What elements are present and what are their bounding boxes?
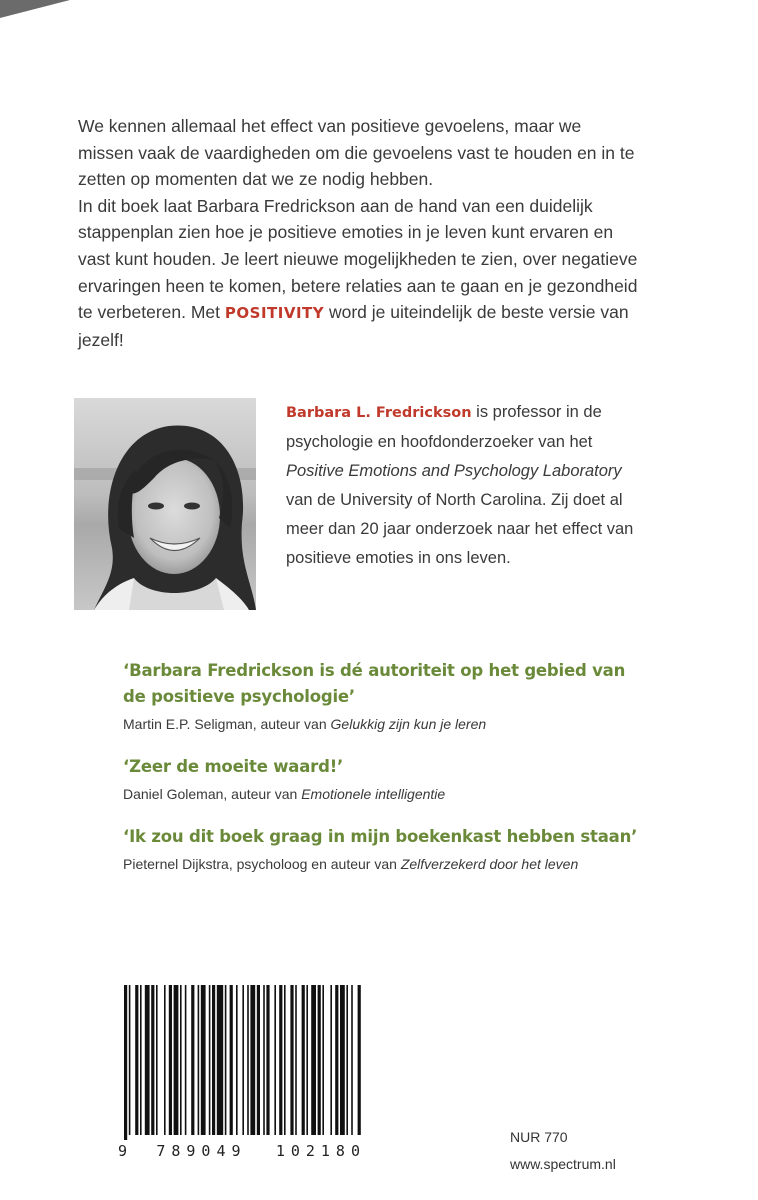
barcode-bar [191,985,194,1135]
review-quotes [123,658,643,874]
review-book-title: Emotionele intelligentie [301,786,446,802]
isbn-number [118,1142,366,1160]
barcode-bar [151,985,154,1135]
barcode-bar [351,985,353,1135]
barcode-bar [335,985,338,1135]
isbn-left-digits: 789049 [156,1142,247,1160]
review-book-title: Zelfverzekerd door het leven [400,856,579,872]
barcode-bar [156,985,158,1135]
barcode-bar [135,985,138,1135]
barcode-bar [180,985,182,1135]
barcode-bar [236,985,238,1135]
barcode-bar [306,985,308,1135]
barcode-bar [302,985,305,1135]
barcode-bar [346,985,348,1135]
barcode-bar [311,985,316,1135]
barcode-bar [263,985,265,1135]
blurb-text-before: In dit boek laat Barbara Fredrickson aan de hand van een duidelijk stappenplan zien hoe je positieve emoties in je leven kunt ervaren en vast kunt houden. Je leert nieuwe mogelijkheden te zien, over negatieve ervaringen heen te komen, betere relaties aan te gaan en je gezondheid te verbeteren. Met [78,195,638,323]
review-quote: ‘Ik zou dit boek graag in mijn boekenkast hebben staan’ [123,827,638,846]
barcode-bar [322,985,324,1135]
corner-shadow [0,0,70,18]
bio-text-1: is professor in de psychologie en hoofdonderzoeker van het [286,403,602,451]
barcode-bar [250,985,255,1135]
review-attribution [123,784,643,804]
review-author: Pieternel Dijkstra, psycholoog en auteur van [123,856,401,872]
nur-code: NUR 770 [510,1129,568,1145]
review-1 [123,658,643,734]
barcode-bar [330,985,332,1135]
back-cover-blurb [78,113,638,353]
barcode-bar [145,985,150,1135]
review-attribution [123,854,643,874]
barcode-bar [266,985,269,1135]
barcode-bar [209,985,211,1135]
blurb-paragraph-2 [78,193,638,354]
barcode-bar [212,985,215,1135]
blurb-text-after: word je uiteindelijk de beste versie van jezelf! [78,302,629,350]
barcode-bar [169,985,172,1135]
barcode-bar [129,985,131,1135]
review-2 [123,754,643,804]
barcode-bar [164,985,166,1135]
barcode-bar [340,985,345,1135]
review-attribution [123,714,643,734]
barcode-bar [279,985,282,1135]
bio-text-2: van de University of North Carolina. Zij doet al meer dan 20 jaar onderzoek naar het effect van positieve emoties in ons leven. [286,491,634,567]
barcode-bar [185,985,187,1135]
barcode-bar [140,985,142,1135]
review-quote: ‘Zeer de moeite waard!’ [123,757,344,776]
blurb-paragraph-1: We kennen allemaal het effect van positieve gevoelens, maar we missen vaak de vaardigheden om die gevoelens vast te houden en in te zetten op momenten dat we ze nodig hebben. [78,116,635,190]
author-name: Barbara L. Fredrickson [286,405,472,421]
lab-name: Positive Emotions and Psychology Laboratory [286,462,622,480]
isbn-first-digit: 9 [118,1142,128,1160]
barcode-bar [284,985,286,1135]
review-author: Martin E.P. Seligman, auteur van [123,716,331,732]
barcode-bar [230,985,233,1135]
author-bio [286,398,646,573]
review-author: Daniel Goleman, auteur van [123,786,302,802]
positivity-brand: POSITIVITY [224,304,325,323]
barcode-bar [225,985,227,1135]
barcode-bar [174,985,179,1135]
isbn-barcode [118,985,366,1140]
barcode-bar [124,985,127,1140]
barcode-bar [257,985,260,1135]
publisher-website[interactable]: www.spectrum.nl [510,1156,616,1172]
barcode-bar [318,985,321,1135]
author-photo [74,398,256,610]
barcode-bar [242,985,244,1135]
barcode-bar [358,985,361,1135]
barcode-bar [247,985,249,1135]
review-quote: ‘Barbara Fredrickson is dé autoriteit op het gebied van de positieve psychologie’ [123,661,626,706]
barcode-bar [290,985,293,1135]
barcode-bar [201,985,206,1135]
review-book-title: Gelukkig zijn kun je leren [330,716,487,732]
barcode-bar [198,985,200,1135]
barcode-bar [295,985,297,1135]
barcode-bar [274,985,276,1135]
barcode-bar [217,985,223,1135]
review-3 [123,824,643,874]
isbn-right-digits: 102180 [275,1142,366,1160]
